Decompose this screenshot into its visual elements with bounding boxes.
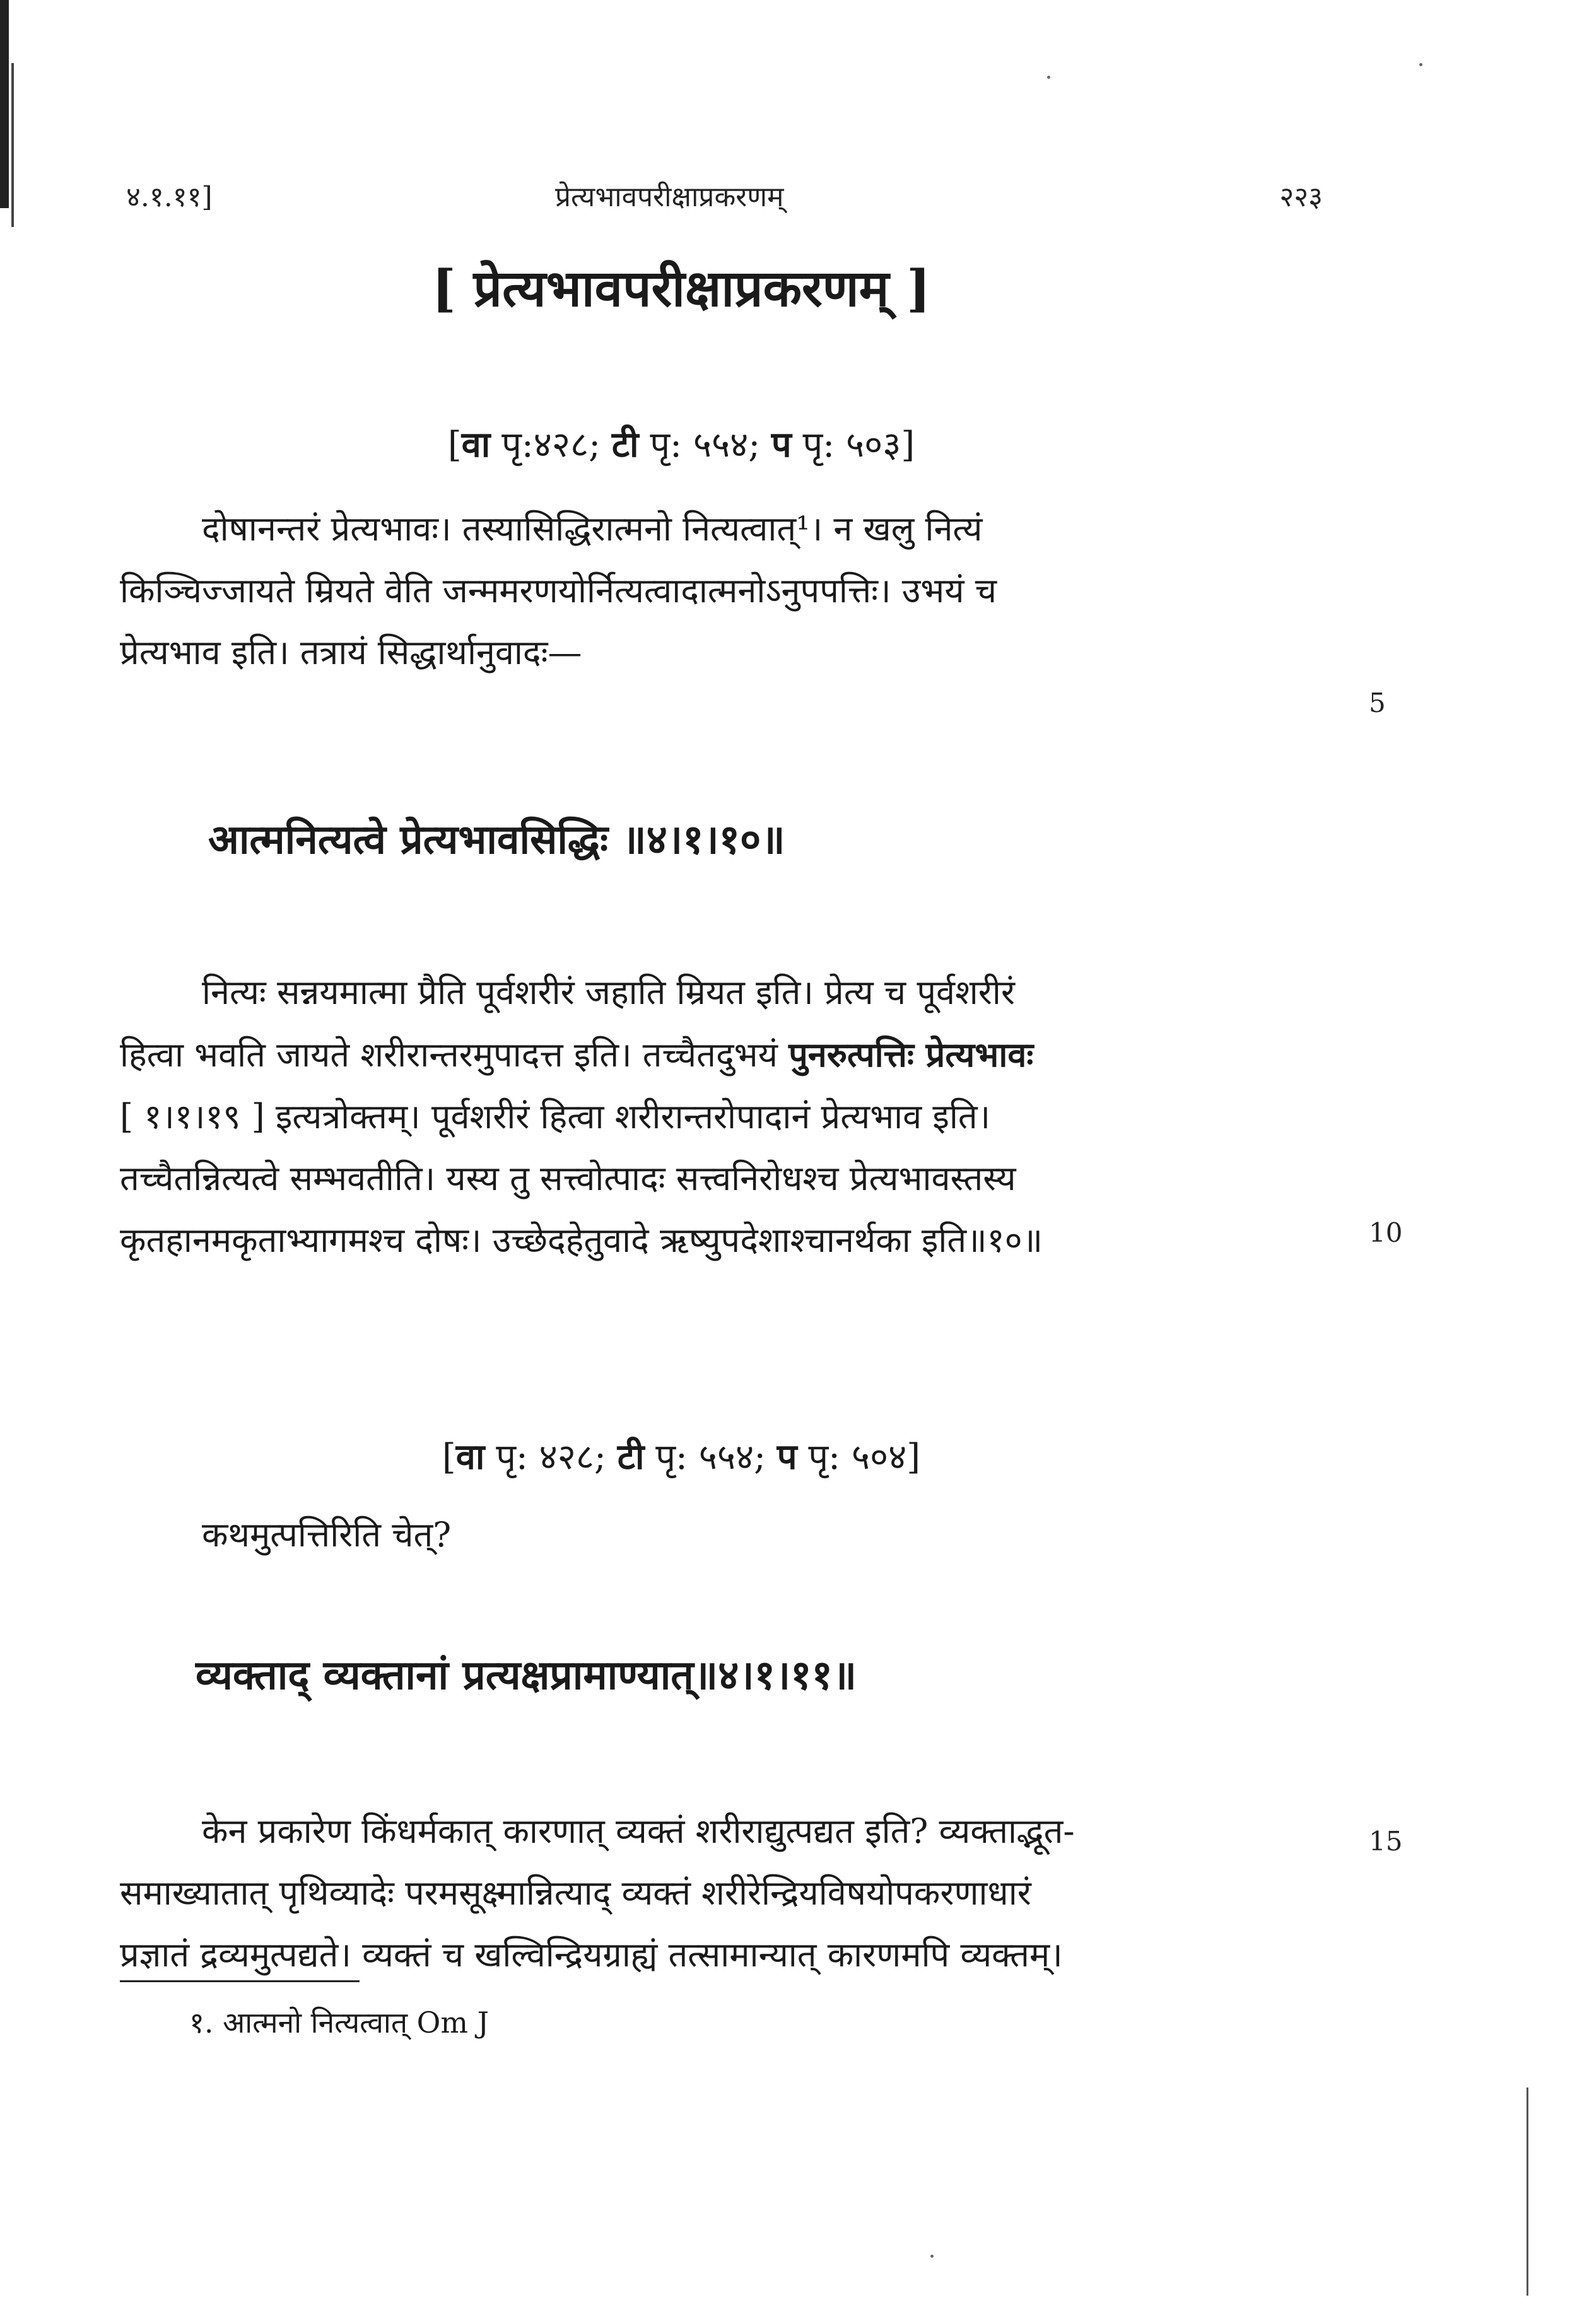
- paragraph-line: [120, 1024, 1306, 1086]
- sutra-4-1-11: व्यक्ताद् व्यक्तानां प्रत्यक्षप्रामाण्यात्॥४।१।११॥: [196, 1652, 857, 1699]
- paragraph-line: तच्चैतन्नित्यत्वे सम्भवतीति। यस्य तु सत्त्वोत्पादः सत्त्वनिरोधश्च प्रेत्यभावस्तस्य: [120, 1159, 1016, 1198]
- ref-pa-page: पृ: ५०४]: [797, 1437, 921, 1478]
- binding-edge: [0, 0, 9, 208]
- ref-pa: प: [771, 424, 792, 465]
- page-number: २२३: [1279, 181, 1323, 213]
- paragraph-line: [ १।१।१९ ] इत्यत्रोक्तम्। पूर्वशरीरं हित्वा शरीरान्तरोपादानं प्रेत्यभाव इति।: [120, 1097, 991, 1136]
- reference-line-1: [0, 419, 1363, 467]
- running-head-title: प्रेत्यभावपरीक्षाप्रकरणम्: [555, 181, 784, 213]
- section-title: [ प्रेत्यभावपरीक्षाप्रकरणम् ]: [431, 259, 931, 318]
- ref-open: [: [442, 1437, 456, 1478]
- ref-va: वा: [455, 1436, 485, 1478]
- ref-ti-page: पृ: ५५४;: [638, 424, 771, 465]
- ref-ti-page: पृ: ५५४;: [644, 1437, 777, 1478]
- scan-speck: [1419, 63, 1422, 66]
- sutra-4-1-10: आत्मनित्यत्वे प्रेत्यभावसिद्धिः ॥४।१।१०॥: [208, 816, 785, 863]
- ref-open: [: [447, 424, 462, 465]
- paragraph-line: प्रेत्यभाव इति। तत्रायं सिद्धार्थानुवादः—: [120, 633, 582, 672]
- bold-quote: पुनरुत्पत्तिः प्रेत्यभावः: [788, 1034, 1034, 1075]
- paragraph-line: केन प्रकारेण किंधर्मकात् कारणात् व्यक्तं शरीराद्युत्पद्यत इति? व्यक्ताद्भूत-: [202, 1811, 1075, 1851]
- running-head-section-number: ४.१.११]: [126, 181, 213, 213]
- scan-speck: [1047, 76, 1050, 79]
- paragraph-text: हित्वा भवति जायते शरीरान्तरमुपादत्त इति। तच्चैतदुभयं: [120, 1035, 789, 1075]
- ref-va: वा: [461, 424, 491, 465]
- footnote-rule: [120, 1980, 360, 1982]
- paragraph-line: दोषानन्तरं प्रेत्यभावः। तस्यासिद्धिरात्मनो नित्यत्वात्¹। न खलु नित्यं: [202, 509, 983, 549]
- paragraph-line: प्रज्ञातं द्रव्यमुत्पद्यते। व्यक्तं च खल्विन्द्रियग्राह्यं तत्सामान्यात् कारणमपि व्यक्तम्।: [120, 1935, 1063, 1975]
- ref-ti: टी: [617, 1436, 645, 1478]
- paragraph-line: समाख्यातात् पृथिव्यादेः परमसूक्ष्मान्नित्याद् व्यक्तं शरीरेन्द्रियविषयोपकरणाधारं: [120, 1873, 1031, 1913]
- ref-va-page: पृ: ४२८;: [484, 1437, 618, 1478]
- scan-speck: [930, 2255, 934, 2258]
- question-text: कथमुत्पत्तिरिति चेत्?: [202, 1515, 452, 1555]
- paragraph-2: [120, 962, 1306, 1271]
- binding-edge-line: [11, 63, 14, 227]
- ref-pa-page: पृ: ५०३]: [791, 424, 915, 465]
- ref-ti: टी: [611, 424, 639, 465]
- reference-line-2: [0, 1432, 1363, 1480]
- question-line: [120, 1504, 1306, 1566]
- paragraph-line: कृतहानमकृताभ्यागमश्च दोषः। उच्छेदहेतुवादे ऋष्युपदेशाश्चानर्थका इति॥१०॥: [120, 1220, 1043, 1260]
- footnote: १. आत्मनो नित्यत्वात् Om J: [189, 2006, 489, 2040]
- line-number: 15: [1369, 1826, 1403, 1857]
- line-number: 10: [1369, 1217, 1403, 1248]
- paragraph-1: [120, 498, 1306, 684]
- paragraph-line: नित्यः सन्नयमात्मा प्रैति पूर्वशरीरं जहाति म्रियत इति। प्रेत्य च पूर्वशरीरं: [202, 972, 1015, 1012]
- ref-pa: प: [776, 1436, 797, 1478]
- paragraph-line: किञ्चिज्जायते म्रियते वेति जन्ममरणयोर्नित्यत्वादात्मनोऽनुपपत्तिः। उभयं च: [120, 571, 997, 610]
- scan-artifact-line: [1527, 2088, 1528, 2296]
- ref-va-page: पृ:४२८;: [490, 424, 612, 465]
- line-number: 5: [1369, 687, 1386, 718]
- paragraph-3: [120, 1801, 1306, 1986]
